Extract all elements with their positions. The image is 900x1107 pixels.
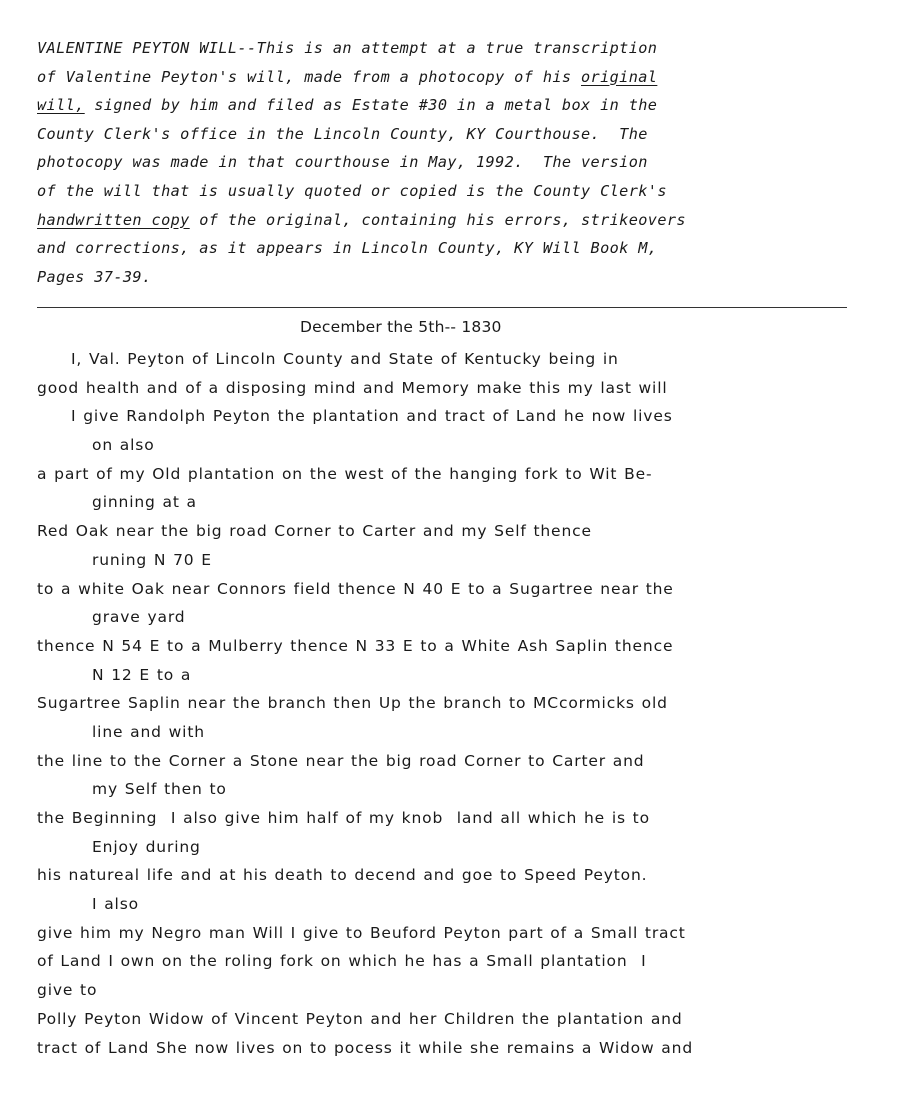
will-date: December the 5th-- 1830 (300, 318, 502, 336)
will-line: grave yard (92, 608, 186, 627)
will-line: ginning at a (92, 493, 197, 512)
original-will-link: original (581, 67, 658, 86)
will-line: line and with (92, 722, 205, 741)
will-line: I also (92, 895, 139, 914)
will-line: the line to the Corner a Stone near the big road Corner to Carter and (37, 751, 645, 770)
will-line: Red Oak near the big road Corner to Carter and my Self thence (37, 522, 592, 541)
will-line: I give Randolph Peyton the plantation and tract of Land he now lives (71, 407, 673, 426)
will-line: the Beginning I also give him half of my knob land all which he is to (37, 809, 650, 827)
intro-line: VALENTINE PEYTON WILL--This is an attempt at a true transcription (37, 39, 658, 57)
will-line: a part of my Old plantation on the west of the hanging fork to Wit Be- (37, 464, 653, 483)
will-line: Polly Peyton Widow of Vincent Peyton and her Children the plantation and (37, 1009, 683, 1028)
intro-line: County Clerk's office in the Lincoln County, KY Courthouse. The (37, 124, 648, 143)
will-line: give him my Negro man Will I give to Beuford Peyton part of a Small tract (37, 923, 686, 942)
intro-line-text: of Valentine Peyton's will, made from a photocopy of his (37, 67, 581, 86)
will-line: give to (37, 981, 98, 1000)
will-line: good health and of a disposing mind and Memory make this my last will (37, 378, 668, 397)
intro-line-text: of the original, containing his errors, strikeovers (189, 210, 686, 229)
intro-line: of the will that is usually quoted or copied is the County Clerk's (37, 181, 667, 200)
intro-line (37, 63, 837, 92)
handwritten-copy-link: handwritten copy (37, 210, 190, 229)
will-line: Enjoy during (92, 837, 201, 856)
will-line: to a white Oak near Connors field thence N 40 E to a Sugartree near the (37, 579, 674, 598)
will-line: N 12 E to a (92, 665, 192, 684)
original-will-link-cont: will, (37, 96, 85, 115)
intro-line-text: signed by him and filed as Estate #30 in a metal box in the (84, 96, 658, 115)
divider (37, 307, 847, 308)
intro-line: Pages 37-39. (37, 267, 152, 286)
intro-line: and corrections, as it appears in Lincoln County, KY Will Book M, (37, 239, 658, 258)
will-line: Sugartree Saplin near the branch then Up the branch to MCcormicks old (37, 694, 668, 713)
intro-line: photocopy was made in that courthouse in May, 1992. The version (37, 153, 648, 172)
will-line: thence N 54 E to a Mulberry thence N 33 E to a White Ash Saplin thence (37, 636, 674, 655)
will-line: runing N 70 E (92, 550, 212, 569)
will-line: I, Val. Peyton of Lincoln County and State of Kentucky being in (71, 350, 619, 368)
will-text (37, 345, 867, 1062)
will-line: my Self then to (92, 780, 227, 799)
intro-line (37, 91, 837, 120)
intro-line (37, 206, 837, 235)
will-line: tract of Land She now lives on to pocess it while she remains a Widow and (37, 1038, 694, 1057)
will-line: of Land I own on the roling fork on which he has a Small plantation I (37, 952, 647, 971)
intro-note (37, 34, 837, 291)
will-line: his natureal life and at his death to decend and goe to Speed Peyton. (37, 866, 648, 885)
will-line: on also (92, 436, 155, 455)
